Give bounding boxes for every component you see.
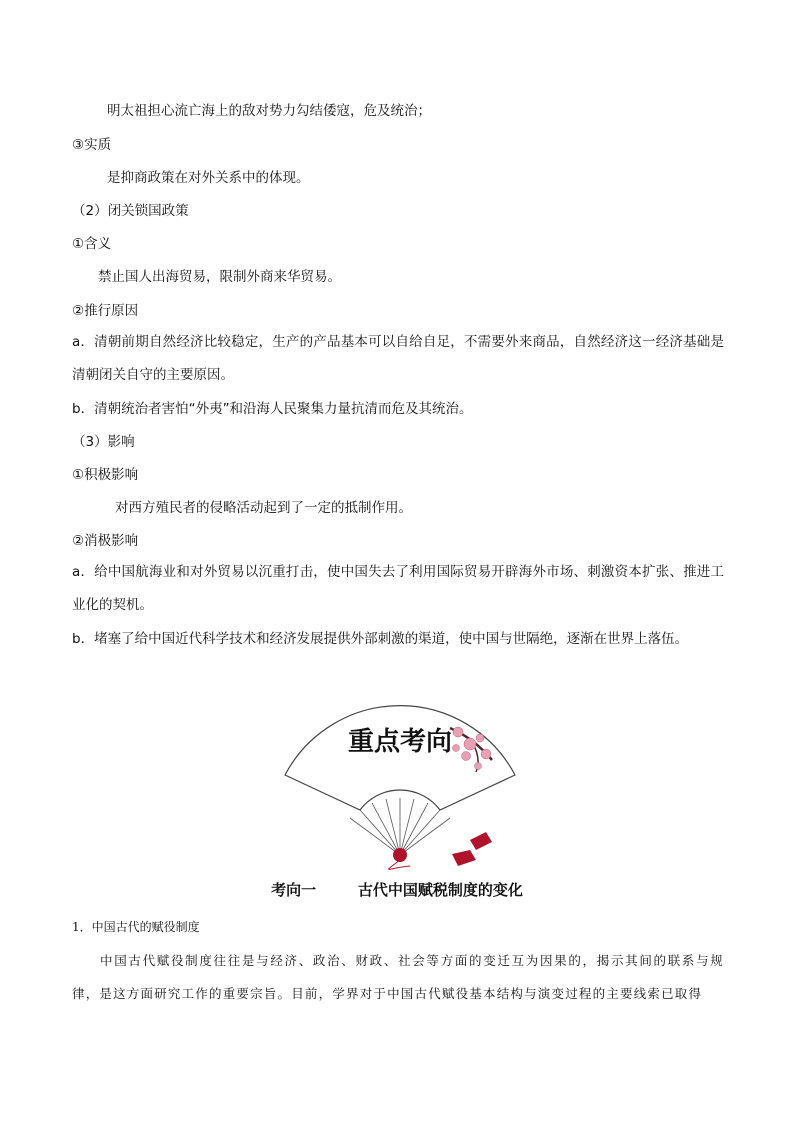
text-line: 对西方殖民者的侵略活动起到了一定的抵制作用。	[115, 500, 412, 516]
paragraph-negative-b: b．堵塞了给中国近代科学技术和经济发展提供外部刺激的渠道，使中国与世隔绝，逐渐在世界上落伍。	[72, 631, 689, 647]
subheading-essence: ③实质	[72, 137, 112, 153]
text-line: 禁止国人出海贸易，限制外商来华贸易。	[98, 269, 341, 285]
text-line: 明太祖担心流亡海上的敌对势力勾结倭寇，危及统治；	[107, 103, 431, 119]
fan-banner-illustration	[280, 700, 520, 870]
paragraph-reason-b: b．清朝统治者害怕“外夷”和沿海人民聚集力量抗清而危及其统治。	[72, 401, 473, 417]
paragraph-negative-a: a．给中国航海业和对外贸易以沉重打击，使中国失去了利用国际贸易开辟海外市场、刺激资本扩张、推进工业化的契机。	[72, 564, 724, 613]
subheading-negative: ②消极影响	[72, 533, 139, 549]
text-line: 是抑商政策在对外关系中的体现。	[107, 170, 310, 186]
subheading-positive: ①积极影响	[72, 467, 139, 483]
heading-impact: （3）影响	[72, 434, 135, 450]
heading-closed-door-policy: （2）闭关锁国政策	[72, 203, 189, 219]
subheading-reasons: ②推行原因	[72, 303, 139, 319]
section-title: 考向一 古代中国赋税制度的变化	[271, 881, 523, 899]
banner-title: 重点考向	[347, 727, 453, 757]
paragraph-reason-a: a．清朝前期自然经济比较稳定，生产的产品基本可以自给自足，不需要外来商品，自然经济这一经济基础是清朝闭关自守的主要原因。	[72, 334, 724, 383]
body-paragraph: 中国古代赋役制度往往是与经济、政治、财政、社会等方面的变迁互为因果的，揭示其间的联系与规律，是这方面研究工作的重要宗旨。目前，学界对于中国古代赋役基本结构与演变过程的主要线索已取得	[72, 953, 724, 1001]
subsection-heading: 1．中国古代的赋役制度	[72, 920, 200, 934]
subheading-meaning: ①含义	[72, 236, 112, 252]
